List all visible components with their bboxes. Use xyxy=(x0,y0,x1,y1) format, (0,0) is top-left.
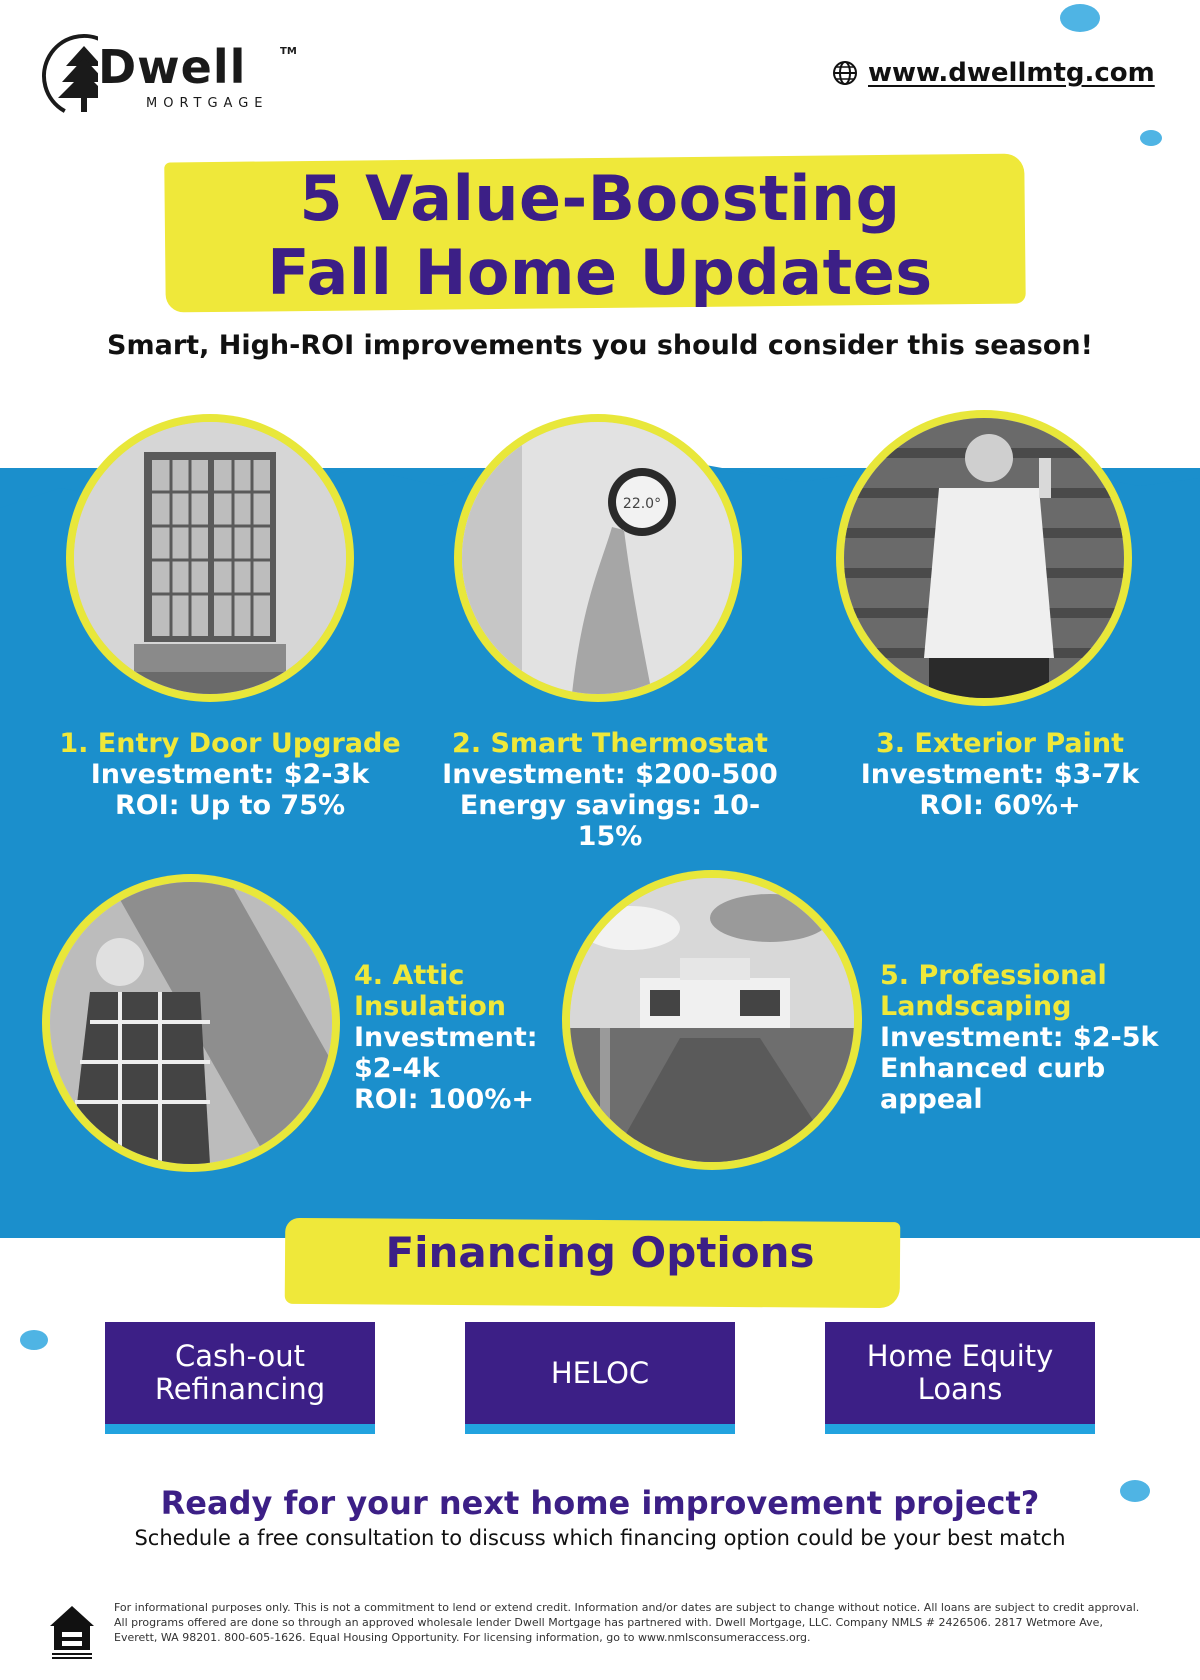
button-label-line: Loans xyxy=(917,1372,1003,1406)
brand-name: Dwell xyxy=(98,40,247,94)
update-title-line: Insulation xyxy=(354,991,506,1022)
globe-icon xyxy=(832,60,858,86)
thermostat-reading: 22.0° xyxy=(622,496,662,512)
update-investment: Investment: $200-500 xyxy=(442,759,778,790)
home-equity-loans-button[interactable] xyxy=(825,1322,1095,1434)
update-exterior-paint xyxy=(840,728,1160,821)
update-investment: Investment: $3-7k xyxy=(860,759,1140,790)
update-investment: Investment: $2-3k xyxy=(90,759,370,790)
paint-splatter xyxy=(1060,4,1100,32)
update-title: 3. Exterior Paint xyxy=(875,728,1125,759)
update-professional-landscaping xyxy=(880,960,1180,1115)
financing-title: Financing Options xyxy=(385,1228,815,1277)
paint-splatter xyxy=(1140,130,1162,146)
update-investment-value: $2-4k xyxy=(354,1053,440,1084)
page-title-line-2: Fall Home Updates xyxy=(267,236,933,309)
tree-house-logo-icon xyxy=(38,32,98,118)
update-roi: ROI: 60%+ xyxy=(919,790,1081,821)
page-title-line-1: 5 Value-Boosting xyxy=(299,162,901,235)
button-label-line: Cash-out xyxy=(174,1339,305,1373)
website-url[interactable]: www.dwellmtg.com xyxy=(868,58,1155,88)
update-energy-savings: Energy savings: 10-15% xyxy=(459,790,761,852)
update-title: 1. Entry Door Upgrade xyxy=(59,728,401,759)
trademark: TM xyxy=(280,46,297,57)
brand-subtitle: MORTGAGE xyxy=(146,96,269,111)
button-label-line: Home Equity xyxy=(866,1339,1054,1373)
update-title: 2. Smart Thermostat xyxy=(452,728,768,759)
update-investment-label: Investment: xyxy=(354,1022,538,1053)
entry-door-photo xyxy=(66,414,354,702)
update-benefit-line: appeal xyxy=(880,1084,983,1115)
attic-insulation-photo xyxy=(42,874,340,1172)
cash-out-refinancing-button[interactable] xyxy=(105,1322,375,1434)
equal-housing-icon xyxy=(48,1604,96,1660)
update-title-line: 5. Professional xyxy=(880,960,1107,991)
website-link[interactable] xyxy=(832,58,1155,88)
update-attic-insulation xyxy=(354,960,584,1115)
update-title-line: Landscaping xyxy=(880,991,1072,1022)
button-label-line: Refinancing xyxy=(154,1372,326,1406)
update-entry-door xyxy=(40,728,420,821)
heloc-button[interactable] xyxy=(465,1322,735,1434)
update-title-line: 4. Attic xyxy=(354,960,465,991)
update-roi: ROI: Up to 75% xyxy=(114,790,346,821)
paint-splatter xyxy=(20,1330,48,1350)
update-investment: Investment: $2-5k xyxy=(880,1022,1159,1053)
update-benefit-line: Enhanced curb xyxy=(880,1053,1106,1084)
exterior-paint-photo xyxy=(836,410,1132,706)
update-roi: ROI: 100%+ xyxy=(354,1084,535,1115)
update-smart-thermostat xyxy=(430,728,790,852)
landscaping-photo xyxy=(562,870,862,1170)
cta-title: Ready for your next home improvement project? xyxy=(160,1484,1040,1522)
smart-thermostat-photo xyxy=(454,414,742,702)
cta-subtitle: Schedule a free consultation to discuss which financing option could be your best match xyxy=(134,1526,1066,1550)
legal-disclaimer: For informational purposes only. This is not a commitment to lend or extend credit. Information and/or dates are subject to change without notice. All loans are subject to credit approval. All programs offered are done so through an approved wholesale lender Dwell Mortgage has partnered with. Dwell Mortgage, LLC. Company NMLS # 2426506. 2817 Wetmore Ave, Everett, WA 98201. 800-605-1626. Equal Housing Opportunity. For licensing information, go to www.nmlsconsumeraccess.org. xyxy=(114,1601,1140,1644)
button-label-line: HELOC xyxy=(550,1355,650,1390)
page-subtitle: Smart, High-ROI improvements you should consider this season! xyxy=(107,330,1093,361)
